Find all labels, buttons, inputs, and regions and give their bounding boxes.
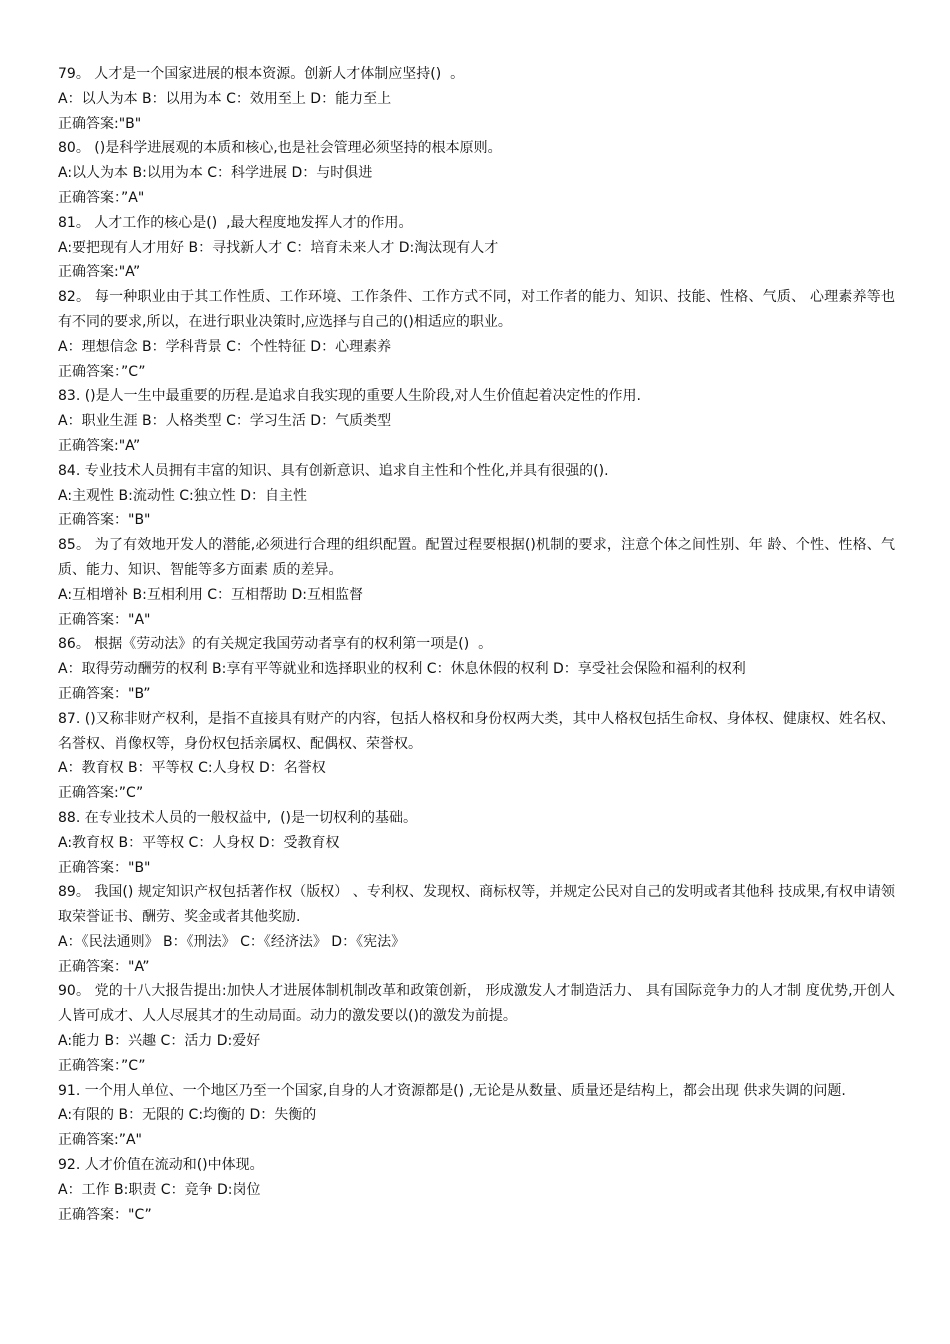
question-text: 91. 一个用人单位、一个地区乃至一个国家,自身的人才资源都是() ,无论是从数量、质量还是结构上，都会出现 供求失调的问题. (58, 1082, 846, 1099)
question-text: 87. ()又称非财产权利，是指不直接具有财产的内容，包括人格权和身份权两大类，其中人格权包括生命权、身体权、健康权、姓名权、名誉权、肖像权等，身份权包括亲属权、配偶权、荣誉权。 (58, 710, 895, 752)
question-block (58, 806, 895, 880)
question-answer: 正确答案："A” (58, 958, 150, 975)
question-options: A:有限的 B：无限的 C:均衡的 D：失衡的 (58, 1107, 317, 1124)
question-text: 92. 人才价值在流动和()中体现。 (58, 1157, 264, 1174)
question-text: 89。 我国() 规定知识产权包括著作权（版权） 、专利权、发现权、商标权等，并规定公民对自己的发明或者其他科 技成果,有权申请领取荣誉证书、酬劳、奖金或者其他奖励. (58, 884, 895, 926)
question-answer: 正确答案:"A” (58, 264, 141, 281)
question-block (58, 62, 895, 136)
question-text: 85。 为了有效地开发人的潜能,必须进行合理的组织配置。配置过程要根据()机制的要求，注意个体之间性别、年 龄、个性、性格、气质、能力、知识、智能等多方面素 质的差异。 (58, 537, 895, 578)
question-block (58, 707, 895, 806)
question-block (58, 979, 895, 1078)
question-answer: 正确答案：”A" (58, 189, 145, 206)
question-text: 80。 ()是科学进展观的本质和核心,也是社会管理必须坚持的根本原则。 (58, 140, 502, 157)
question-answer: 正确答案:”A" (58, 1132, 142, 1149)
question-text: 88. 在专业技术人员的一般权益中, ()是一切权利的基础。 (58, 809, 417, 826)
question-options: A：《民法通则》 B：《刑法》 C：《经济法》 D：《宪法》 (58, 933, 406, 950)
question-options: A:教育权 B：平等权 C：人身权 D：受教育权 (58, 834, 340, 851)
question-answer: 正确答案："B” (58, 685, 151, 702)
question-options: A：教育权 B：平等权 C:人身权 D：名誉权 (58, 760, 326, 777)
question-text: 81。 人才工作的核心是() ,最大程度地发挥人才的作用。 (58, 214, 413, 231)
question-options: A：取得劳动酬劳的权利 B:享有平等就业和选择职业的权利 C：休息休假的权利 D：享受社会保险和福利的权利 (58, 661, 746, 678)
question-block (58, 1153, 895, 1227)
question-options: A：工作 B:职责 C：竞争 D:岗位 (58, 1181, 261, 1198)
question-text: 90。 党的十八大报告提出:加快人才进展体制机制改革和政策创新， 形成激发人才制造活力、 具有国际竞争力的人才制 度优势,开创人人皆可成才、人人尽展其才的生动局面。动力的激发要以()的激发为前提。 (58, 983, 895, 1025)
question-block (58, 384, 895, 458)
question-block (58, 533, 895, 632)
question-answer: 正确答案:”C” (58, 785, 144, 802)
question-block (58, 136, 895, 210)
question-block (58, 880, 895, 979)
question-text: 82。 每一种职业由于其工作性质、工作环境、工作条件、工作方式不同，对工作者的能力、知识、技能、性格、气质、 心理素养等也有不同的要求,所以，在进行职业决策时,应选择与自己的()相适应的职业。 (58, 289, 895, 330)
question-answer: 正确答案："B" (58, 859, 151, 876)
question-options: A:互相增补 B:互相利用 C：互相帮助 D:互相监督 (58, 586, 363, 603)
question-answer: 正确答案：”C” (58, 363, 146, 380)
question-answer: 正确答案:"A” (58, 437, 141, 454)
question-options: A：以人为本 B：以用为本 C：效用至上 D：能力至上 (58, 90, 392, 107)
question-answer: 正确答案:"B" (58, 115, 142, 132)
question-block (58, 285, 895, 384)
question-text: 84. 专业技术人员拥有丰富的知识、具有创新意识、追求自主性和个性化,并具有很强的(). (58, 462, 609, 479)
question-block (58, 211, 895, 285)
question-answer: 正确答案：”C” (58, 1057, 146, 1074)
question-text: 83. ()是人一生中最重要的历程.是追求自我实现的重要人生阶段,对人生价值起着决定性的作用. (58, 388, 641, 405)
question-options: A:能力 B：兴趣 C：活力 D:爱好 (58, 1033, 261, 1050)
question-text: 86。 根据《劳动法》的有关规定我国劳动者享有的权利第一项是() 。 (58, 636, 493, 653)
question-options: A:以人为本 B:以用为本 C：科学进展 D：与时俱进 (58, 165, 373, 182)
question-answer: 正确答案："C” (58, 1206, 152, 1223)
question-options: A：职业生涯 B：人格类型 C：学习生活 D：气质类型 (58, 413, 392, 430)
question-options: A：理想信念 B：学科背景 C：个性特征 D：心理素养 (58, 338, 392, 355)
question-answer: 正确答案："A" (58, 611, 151, 628)
question-answer: 正确答案："B" (58, 512, 151, 529)
question-options: A:要把现有人才用好 B：寻找新人才 C：培育未来人才 D:淘汰现有人才 (58, 239, 499, 256)
question-block (58, 1079, 895, 1153)
question-block (58, 632, 895, 706)
question-text: 79。 人才是一个国家进展的根本资源。创新人才体制应坚持() 。 (58, 66, 465, 82)
question-options: A:主观性 B:流动性 C:独立性 D：自主性 (58, 487, 307, 504)
question-block (58, 459, 895, 533)
